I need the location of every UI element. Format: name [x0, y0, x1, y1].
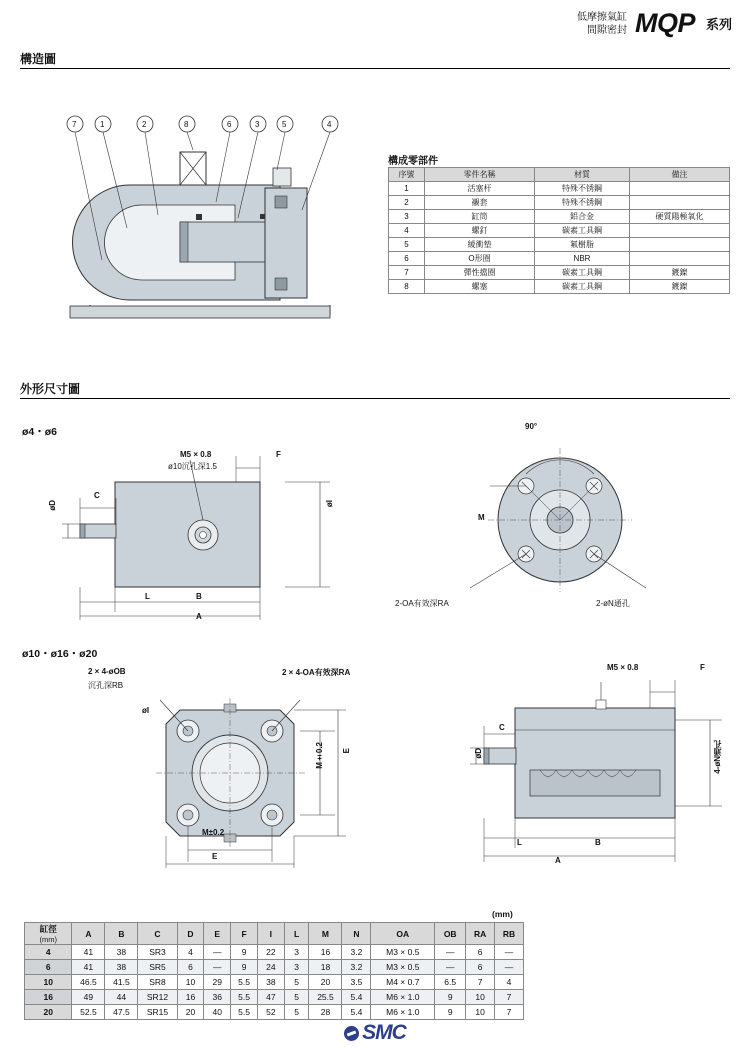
dim-cell: 24 — [257, 960, 284, 975]
header-model: MQP — [634, 8, 695, 38]
group2-dim-c: C — [499, 723, 505, 732]
parts-cell: 缸筒 — [425, 210, 535, 224]
dim-cell: 5 — [284, 1005, 309, 1020]
group2-dim-f: F — [700, 663, 705, 672]
section-title-dimensions: 外形尺寸圖 — [20, 382, 81, 396]
dim-cell: 38 — [105, 960, 138, 975]
dim-header: M — [309, 923, 342, 945]
dim-header: A — [72, 923, 105, 945]
dim-cell: 9 — [231, 960, 258, 975]
group2-dim-e-right: E — [342, 748, 351, 754]
dim-cell: 3 — [284, 945, 309, 960]
group1-dim-a: A — [196, 612, 202, 621]
dim-header: OA — [371, 923, 435, 945]
parts-table-caption: 構成零部件 — [388, 156, 438, 167]
table-row — [389, 280, 730, 294]
parts-cell: NBR — [535, 252, 630, 266]
parts-cell: 襯套 — [425, 196, 535, 210]
parts-cell: 1 — [389, 182, 425, 196]
dim-cell: 4 — [25, 945, 72, 960]
dim-cell: 16 — [177, 990, 204, 1005]
structure-callout-6: 3 — [255, 120, 260, 129]
dim-header: RB — [495, 923, 524, 945]
dim-header: RA — [466, 923, 495, 945]
structure-callout-4: 8 — [184, 120, 189, 129]
parts-cell: 緩衝墊 — [425, 238, 535, 252]
dim-cell: 5.5 — [231, 975, 258, 990]
dim-cell: 5.5 — [231, 990, 258, 1005]
dim-cell: 6 — [466, 960, 495, 975]
dim-cell: 9 — [435, 1005, 466, 1020]
page-header — [577, 8, 732, 39]
table-row — [389, 266, 730, 280]
header-series: 系列 — [705, 17, 732, 32]
dim-cell: 3.5 — [342, 975, 371, 990]
parts-cell — [630, 182, 730, 196]
dim-cell: 4 — [495, 975, 524, 990]
parts-cell: 彈性擋圈 — [425, 266, 535, 280]
dim-cell: SR3 — [138, 945, 177, 960]
dim-cell: — — [495, 960, 524, 975]
dim-cell: 6 — [466, 945, 495, 960]
dim-cell: 5 — [284, 990, 309, 1005]
parts-cell: 螺塞 — [425, 280, 535, 294]
dim-cell: 28 — [309, 1005, 342, 1020]
dim-cell: 25.5 — [309, 990, 342, 1005]
dim-cell: 46.5 — [72, 975, 105, 990]
group1-dim-b: B — [196, 592, 202, 601]
group2-dim-e-bottom: E — [212, 852, 218, 861]
dim-cell: 20 — [25, 1005, 72, 1020]
dim-cell: 4 — [177, 945, 204, 960]
table-row — [389, 182, 730, 196]
structure-callout-1: 7 — [72, 120, 77, 129]
dim-cell: 22 — [257, 945, 284, 960]
parts-table-header-row — [389, 168, 730, 182]
parts-cell: 螺釘 — [425, 224, 535, 238]
group2-title: ø10・ø16・ø20 — [22, 648, 98, 660]
structure-callout-3: 2 — [142, 120, 147, 129]
dim-header: OB — [435, 923, 466, 945]
dim-cell: 38 — [105, 945, 138, 960]
dim-cell: M4 × 0.7 — [371, 975, 435, 990]
structure-callout-7: 5 — [282, 120, 287, 129]
smc-logo-text: SMC — [362, 1021, 406, 1044]
smc-mark-icon — [344, 1026, 359, 1041]
group1-dim-d: øD — [48, 500, 57, 511]
dim-cell: M3 × 0.5 — [371, 945, 435, 960]
section-title-structure: 構造圖 — [20, 52, 57, 66]
dim-cell: 3 — [284, 960, 309, 975]
dim-cell: 47.5 — [105, 1005, 138, 1020]
parts-header-name: 零件名稱 — [425, 168, 535, 182]
dim-cell: 41.5 — [105, 975, 138, 990]
group1-dim-m: M — [478, 513, 485, 522]
parts-cell — [630, 252, 730, 266]
dim-cell: 20 — [177, 1005, 204, 1020]
dim-cell: 10 — [466, 1005, 495, 1020]
dim-cell: 18 — [309, 960, 342, 975]
dim-header-bore-line2: (mm) — [39, 935, 57, 944]
dim-cell: 10 — [177, 975, 204, 990]
parts-cell: 碳素工具鋼 — [535, 266, 630, 280]
dim-header: C — [138, 923, 177, 945]
dim-cell: M6 × 1.0 — [371, 1005, 435, 1020]
group2-dim-i: øI — [142, 706, 150, 715]
group2-dim-a: A — [555, 856, 561, 865]
parts-cell: 碳素工具鋼 — [535, 280, 630, 294]
table-row — [389, 252, 730, 266]
dim-cell: 5 — [284, 975, 309, 990]
table-row — [389, 210, 730, 224]
parts-cell: 3 — [389, 210, 425, 224]
group2-dim-m-tol: M±0.2 — [315, 742, 324, 769]
dim-cell: 6 — [177, 960, 204, 975]
parts-cell: 鍍鎳 — [630, 266, 730, 280]
parts-cell: 硬質陽極氧化 — [630, 210, 730, 224]
group2-note-rb: 沉孔深RB — [88, 681, 124, 690]
parts-cell: 鍍鎳 — [630, 280, 730, 294]
header-chinese-title — [577, 11, 627, 37]
parts-cell: 活塞杆 — [425, 182, 535, 196]
parts-cell: 6 — [389, 252, 425, 266]
dim-cell: 7 — [495, 1005, 524, 1020]
dim-cell: 44 — [105, 990, 138, 1005]
dim-cell: 5.4 — [342, 990, 371, 1005]
dim-cell: 6.5 — [435, 975, 466, 990]
dim-cell: 10 — [25, 975, 72, 990]
dim-header: I — [257, 923, 284, 945]
table-row — [389, 196, 730, 210]
dim-cell: 5.4 — [342, 1005, 371, 1020]
header-cn-line1: 低摩擦氣缸 — [576, 11, 627, 23]
parts-cell: 4 — [389, 224, 425, 238]
parts-cell: 碳素工具鋼 — [535, 224, 630, 238]
parts-cell: 8 — [389, 280, 425, 294]
dim-cell: SR5 — [138, 960, 177, 975]
dim-header: B — [105, 923, 138, 945]
dim-header: D — [177, 923, 204, 945]
dim-header-bore — [25, 923, 72, 945]
parts-header-remark: 備注 — [630, 168, 730, 182]
structure-callout-5: 6 — [227, 120, 232, 129]
structure-callout-2: 1 — [100, 120, 105, 129]
dim-cell: 47 — [257, 990, 284, 1005]
dim-cell: SR12 — [138, 990, 177, 1005]
section-rule-structure — [20, 68, 730, 69]
dim-cell: — — [435, 945, 466, 960]
parts-cell — [630, 224, 730, 238]
group2-note-ob: 2 × 4-øOB — [88, 667, 126, 676]
dim-cell: 29 — [204, 975, 231, 990]
table-row — [389, 224, 730, 238]
group2-dim-n: 4-øN通孔 — [713, 740, 722, 774]
page-footer — [0, 1021, 750, 1045]
dim-header: F — [231, 923, 258, 945]
dim-cell: SR15 — [138, 1005, 177, 1020]
dim-cell: 16 — [309, 945, 342, 960]
group2-note-oa: 2 × 4-OA有效深RA — [282, 668, 351, 677]
parts-header-no: 序號 — [389, 168, 425, 182]
dim-cell: 5.5 — [231, 1005, 258, 1020]
parts-cell: 特殊不锈鋼 — [535, 196, 630, 210]
table-row — [25, 1005, 524, 1020]
dim-cell: 16 — [25, 990, 72, 1005]
dim-cell: 52.5 — [72, 1005, 105, 1020]
structure-drawing — [30, 110, 370, 325]
group1-counterbore-label: ø10沉孔深1.5 — [168, 462, 217, 471]
dimension-table-header-row — [25, 923, 524, 945]
group2-dim-d: øD — [474, 748, 483, 759]
dim-cell: 41 — [72, 945, 105, 960]
dim-cell: 3.2 — [342, 960, 371, 975]
group1-dim-c: C — [94, 491, 100, 500]
parts-cell: 鋁合金 — [535, 210, 630, 224]
dim-cell: M6 × 1.0 — [371, 990, 435, 1005]
dim-cell: — — [204, 945, 231, 960]
group1-note-n: 2-øN通孔 — [596, 599, 630, 608]
parts-header-material: 材質 — [535, 168, 630, 182]
dim-cell: 52 — [257, 1005, 284, 1020]
header-cn-line2: 間隙密封 — [586, 24, 627, 36]
dimension-table-unit: (mm) — [492, 909, 513, 919]
dim-header: E — [204, 923, 231, 945]
dim-header-bore-line1: 缸徑 — [39, 924, 57, 934]
dim-cell: 9 — [435, 990, 466, 1005]
dim-cell: 10 — [466, 990, 495, 1005]
dim-cell: 3.2 — [342, 945, 371, 960]
dim-cell: 41 — [72, 960, 105, 975]
group1-dim-f: F — [276, 450, 281, 459]
dim-header: N — [342, 923, 371, 945]
table-row — [389, 238, 730, 252]
parts-cell — [630, 238, 730, 252]
parts-cell: 氟樹脂 — [535, 238, 630, 252]
group1-dim-i: øI — [325, 500, 334, 508]
parts-cell: 5 — [389, 238, 425, 252]
parts-table — [388, 167, 730, 294]
dim-cell: SR8 — [138, 975, 177, 990]
dim-cell: 6 — [25, 960, 72, 975]
dim-cell: 20 — [309, 975, 342, 990]
group1-angle-label: 90° — [525, 422, 538, 431]
group2-port-label: M5 × 0.8 — [607, 663, 639, 672]
dim-cell: M3 × 0.5 — [371, 960, 435, 975]
table-row — [25, 975, 524, 990]
parts-cell: 7 — [389, 266, 425, 280]
dim-cell: 7 — [466, 975, 495, 990]
parts-cell: 特殊不锈鋼 — [535, 182, 630, 196]
parts-cell: 2 — [389, 196, 425, 210]
structure-callout-8: 4 — [327, 120, 332, 129]
table-row — [25, 945, 524, 960]
dim-cell: — — [495, 945, 524, 960]
group1-port-label: M5 × 0.8 — [180, 450, 212, 459]
dim-cell: 49 — [72, 990, 105, 1005]
dim-cell: 9 — [231, 945, 258, 960]
group2-end-view — [150, 690, 360, 870]
table-row — [25, 990, 524, 1005]
section-rule-dimensions — [20, 398, 730, 399]
group2-dim-m-tol2: M±0.2 — [202, 828, 225, 837]
group2-dim-b: B — [595, 838, 601, 847]
parts-cell — [630, 196, 730, 210]
dim-cell: — — [435, 960, 466, 975]
dim-cell: 36 — [204, 990, 231, 1005]
dimension-table — [24, 922, 524, 1020]
dim-cell: 7 — [495, 990, 524, 1005]
group2-dim-l: L — [517, 838, 522, 847]
dim-cell: 38 — [257, 975, 284, 990]
dim-cell: 40 — [204, 1005, 231, 1020]
dim-header: L — [284, 923, 309, 945]
group1-title: ø4・ø6 — [22, 426, 58, 438]
group1-end-view — [430, 430, 690, 610]
parts-cell: O形圈 — [425, 252, 535, 266]
dim-cell: — — [204, 960, 231, 975]
group1-dim-l: L — [145, 592, 150, 601]
group1-note-oa: 2-OA有效深RA — [395, 599, 449, 608]
smc-logo — [344, 1021, 406, 1045]
table-row — [25, 960, 524, 975]
